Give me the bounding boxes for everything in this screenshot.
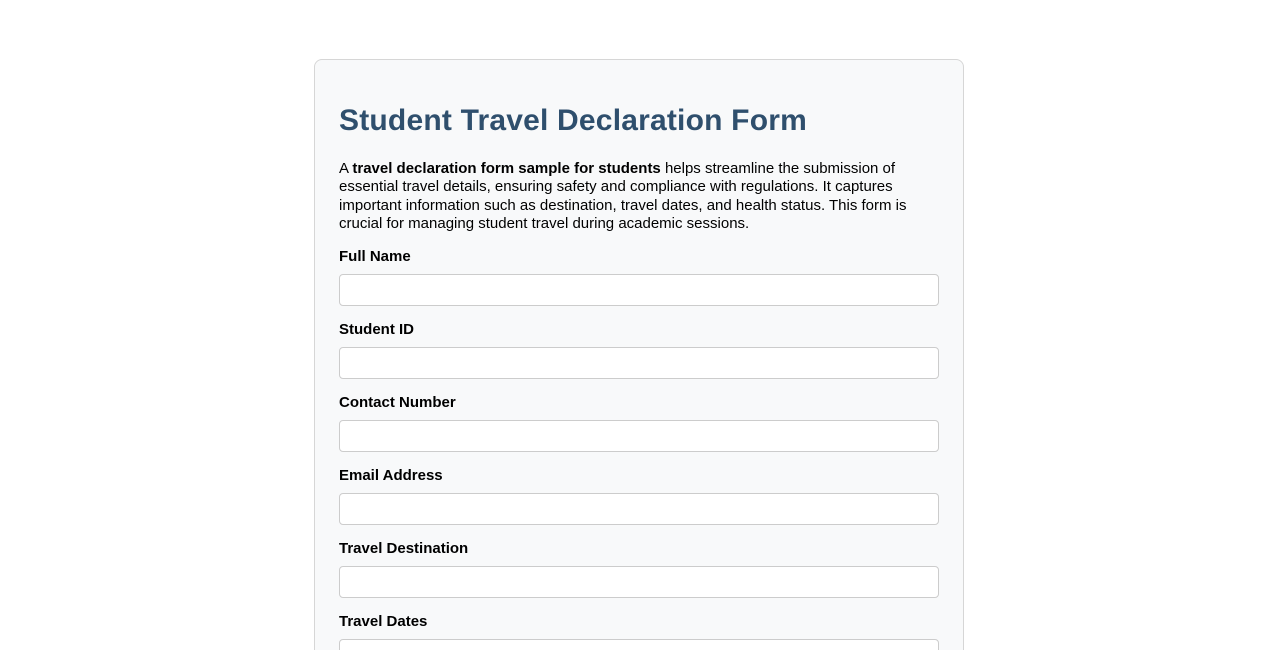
contact-number-input[interactable] xyxy=(339,420,939,452)
email-address-input[interactable] xyxy=(339,493,939,525)
travel-dates-label: Travel Dates xyxy=(339,613,428,631)
field-group-travel-dates xyxy=(339,613,939,650)
field-group-contact-number xyxy=(339,394,939,452)
travel-destination-input[interactable] xyxy=(339,566,939,598)
field-group-email-address xyxy=(339,467,939,525)
student-id-input[interactable] xyxy=(339,347,939,379)
intro-rest: helps streamline the submission of essential travel details, ensuring safety and compliance with regulations. It captures important information such as destination, travel dates, and health status. This form is crucial for managing student travel during academic sessions. xyxy=(339,160,907,232)
full-name-input[interactable] xyxy=(339,274,939,306)
field-group-full-name xyxy=(339,248,939,306)
intro-bold-phrase: travel declaration form sample for students xyxy=(352,160,661,177)
travel-dates-input[interactable] xyxy=(339,639,939,650)
intro-prefix: A xyxy=(339,160,353,177)
field-group-student-id xyxy=(339,321,939,379)
contact-number-label: Contact Number xyxy=(339,394,456,412)
form-card xyxy=(314,59,964,650)
travel-destination-label: Travel Destination xyxy=(339,540,469,558)
student-id-label: Student ID xyxy=(339,321,414,339)
page-title: Student Travel Declaration Form xyxy=(339,104,807,137)
field-group-travel-destination xyxy=(339,540,939,598)
full-name-label: Full Name xyxy=(339,248,411,266)
intro-paragraph xyxy=(339,160,939,233)
email-address-label: Email Address xyxy=(339,467,443,485)
